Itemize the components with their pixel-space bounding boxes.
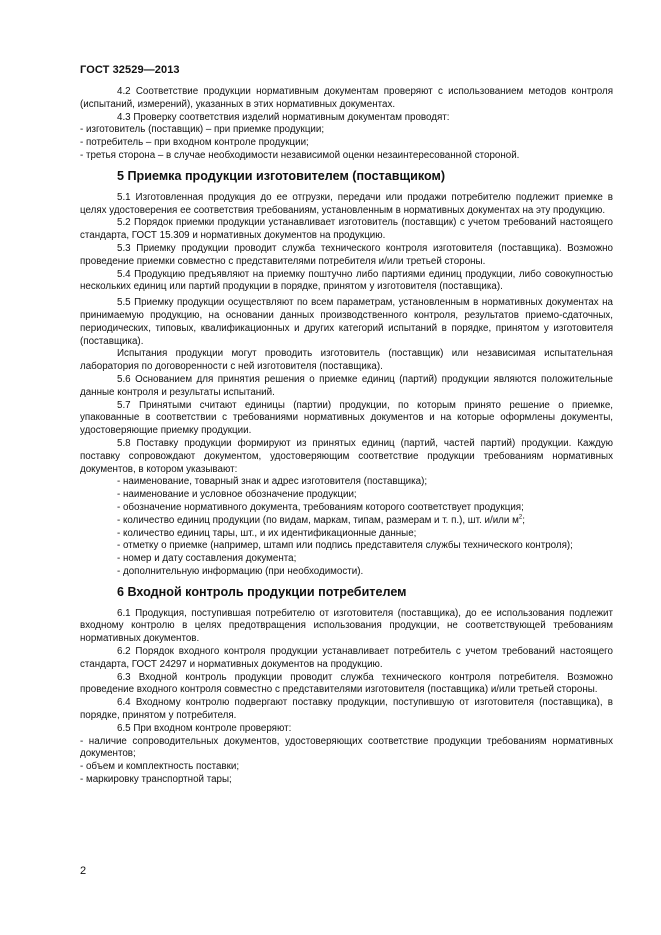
paragraph-6-4: 6.4 Входному контролю подвергают поставку продукции, поступившую от изготовителя (поставщика), в порядке, принятом у потребителя.: [80, 697, 613, 722]
list-item: - объем и комплектность поставки;: [80, 761, 240, 773]
list-item: - наименование, товарный знак и адрес изготовителя (поставщика);: [117, 476, 428, 488]
list-item-text: - количество единиц продукции (по видам, маркам, типам, размерам и т. п.), шт. и/или м: [117, 514, 519, 526]
paragraph-4-3: 4.3 Проверку соответствия изделий нормативным документам проводят:: [117, 111, 450, 123]
paragraph-5-2: 5.2 Порядок приемки продукции устанавливает изготовитель (поставщик) с учетом требований настоящего стандарта, ГОСТ 15.309 и нормативных документов на продукцию.: [80, 217, 613, 242]
paragraph-6-1: 6.1 Продукция, поступившая потребителю от изготовителя (поставщика), до ее использования подлежит входному контролю в целях предотвращения использования продукции, не соответствующей требованиям нормативных документов.: [80, 607, 613, 645]
paragraph-5-8: 5.8 Поставку продукции формируют из принятых единиц (партий, частей партий) продукции. Каждую поставку сопровождают документом, удостоверяющим соответствие продукции требованиям нормативных документов, в котором указывают:: [80, 437, 613, 475]
list-item: - номер и дату составления документа;: [117, 553, 297, 565]
paragraph-5-6: 5.6 Основанием для принятия решения о приемке единиц (партий) продукции являются положительные данные контроля и результаты испытаний.: [80, 373, 613, 398]
list-item-quantity: [80, 515, 613, 528]
list-item: - дополнительную информацию (при необходимости).: [117, 565, 364, 577]
list-item: - маркировку транспортной тары;: [80, 774, 232, 786]
paragraph-4-2: 4.2 Соответствие продукции нормативным документам проверяют с использованием методов контроля (испытаний, измерений), указанных в этих нормативных документах.: [80, 86, 613, 110]
list-item: - наименование и условное обозначение продукции;: [117, 489, 357, 501]
document-header: ГОСТ 32529—2013: [80, 64, 180, 76]
list-item: - отметку о приемке (например, штамп или подпись представителя службы технического контроля);: [117, 540, 573, 552]
section-5-title: 5 Приемка продукции изготовителем (поставщиком): [117, 168, 446, 183]
paragraph-6-5: 6.5 При входном контроле проверяют:: [117, 722, 292, 734]
list-item: - потребитель – при входном контроле продукции;: [80, 137, 309, 149]
document-body: [80, 86, 613, 787]
list-item: - количество единиц тары, шт., и их идентификационные данные;: [117, 527, 417, 539]
paragraph-5-1: 5.1 Изготовленная продукция до ее отгрузки, передачи или продажи потребителю подлежит приемке в целях удостоверения ее соответствия требованиям, установленным в нормативных документах на эту продукцию.: [80, 191, 613, 216]
page-number: 2: [80, 865, 87, 877]
list-item: - наличие сопроводительных документов, удостоверяющих соответствие продукции требованиям нормативных документов;: [80, 735, 613, 760]
list-item: - третья сторона – в случае необходимости независимой оценки незаинтересованной стороной.: [80, 149, 520, 161]
section-6-title: 6 Входной контроль продукции потребителем: [117, 584, 407, 599]
paragraph-5-7: 5.7 Принятыми считают единицы (партии) продукции, по которым принято решение о приемке, упакованные в соответствии с требованиями нормативных документов и на которые оформлены документы, удостоверяющие приемку продукции.: [80, 399, 613, 437]
paragraph-6-3: 6.3 Входной контроль продукции проводит служба технического контроля потребителя. Возможно проведение входного контроля совместно с представителями изготовителя (поставщика) и/или третьей стороны.: [80, 671, 613, 696]
paragraph-5-4: 5.4 Продукцию предъявляют на приемку поштучно либо партиями единиц продукции, либо совокупностью нескольких единиц или партий продукции в порядке, принятом у изготовителя (поставщика).: [80, 268, 613, 293]
paragraph-5-3: 5.3 Приемку продукции проводит служба технического контроля изготовителя (поставщика). Возможно проведение приемки совместно с представителями потребителя и/или третьей стороны.: [80, 242, 613, 267]
paragraph-5-5: 5.5 Приемку продукции осуществляют по всем параметрам, установленным в нормативных документах на принимаемую продукцию, на основании данных производственного контроля, результатов приемо-сдаточных, периодических, типовых, квалификационных и других категорий испытаний в порядке, принятом у изготовителя (поставщика).: [80, 297, 613, 347]
paragraph-6-2: 6.2 Порядок входного контроля продукции устанавливает потребитель с учетом требований настоящего стандарта, ГОСТ 24297 и нормативных документов на продукцию.: [80, 646, 613, 670]
superscript: 2: [518, 514, 523, 521]
list-item: - изготовитель (поставщик) – при приемке продукции;: [80, 124, 325, 136]
list-item-tail: ;: [522, 514, 525, 526]
paragraph-5-5-continued: Испытания продукции могут проводить изготовитель (поставщик) или независимая испытательная лаборатория по договоренности с ней изготовителя (поставщика).: [80, 348, 613, 373]
list-item: - обозначение нормативного документа, требованиям которого соответствует продукция;: [117, 501, 524, 513]
